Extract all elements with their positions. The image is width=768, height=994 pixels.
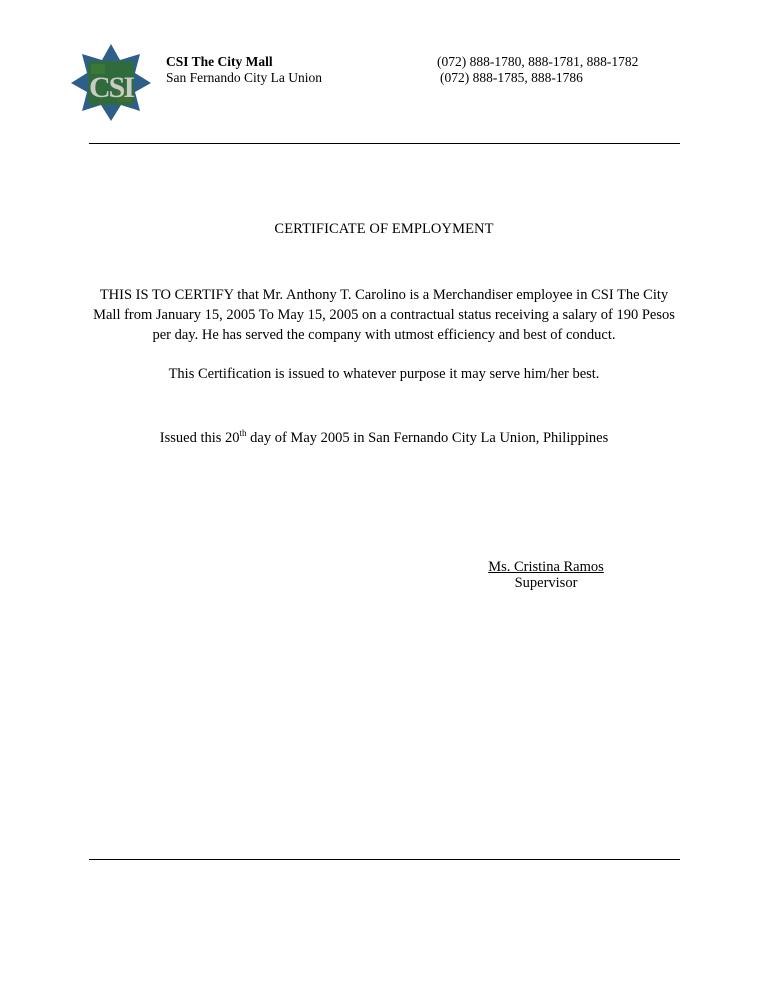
issued-prefix: Issued this 20 — [159, 430, 240, 446]
logo-text: CSI — [88, 71, 134, 104]
signature-block — [446, 559, 646, 591]
certificate-body: THIS IS TO CERTIFY that Mr. Anthony T. Carolino is a Merchandiser employee in CSI The City Mall from January 15, 2005 To May 15, 2005 on a contractual status receiving a salary of 190 Pesos per day. He has served the company with utmost efficiency and best of conduct. — [93, 287, 675, 343]
header-divider — [89, 143, 680, 144]
company-logo — [69, 42, 153, 122]
company-address: San Fernando City La Union — [166, 70, 322, 85]
phone-line-2: (072) 888-1785, 888-1786 — [440, 70, 583, 85]
csi-logo-icon — [69, 42, 153, 122]
company-name: CSI The City Mall — [166, 54, 273, 69]
phone-line-1: (072) 888-1780, 888-1781, 888-1782 — [437, 54, 639, 69]
issued-line — [0, 430, 768, 447]
signer-title: Supervisor — [514, 575, 578, 591]
purpose-statement: This Certification is issued to whatever purpose it may serve him/her best. — [168, 366, 600, 382]
issued-ordinal-suffix: th — [239, 428, 247, 439]
company-info — [166, 54, 322, 86]
footer-divider — [89, 859, 680, 860]
document-title: CERTIFICATE OF EMPLOYMENT — [274, 221, 494, 237]
issued-suffix: day of May 2005 in San Fernando City La Union, Philippines — [246, 430, 609, 446]
company-phones — [437, 54, 638, 86]
signer-name: Ms. Cristina Ramos — [488, 559, 604, 575]
